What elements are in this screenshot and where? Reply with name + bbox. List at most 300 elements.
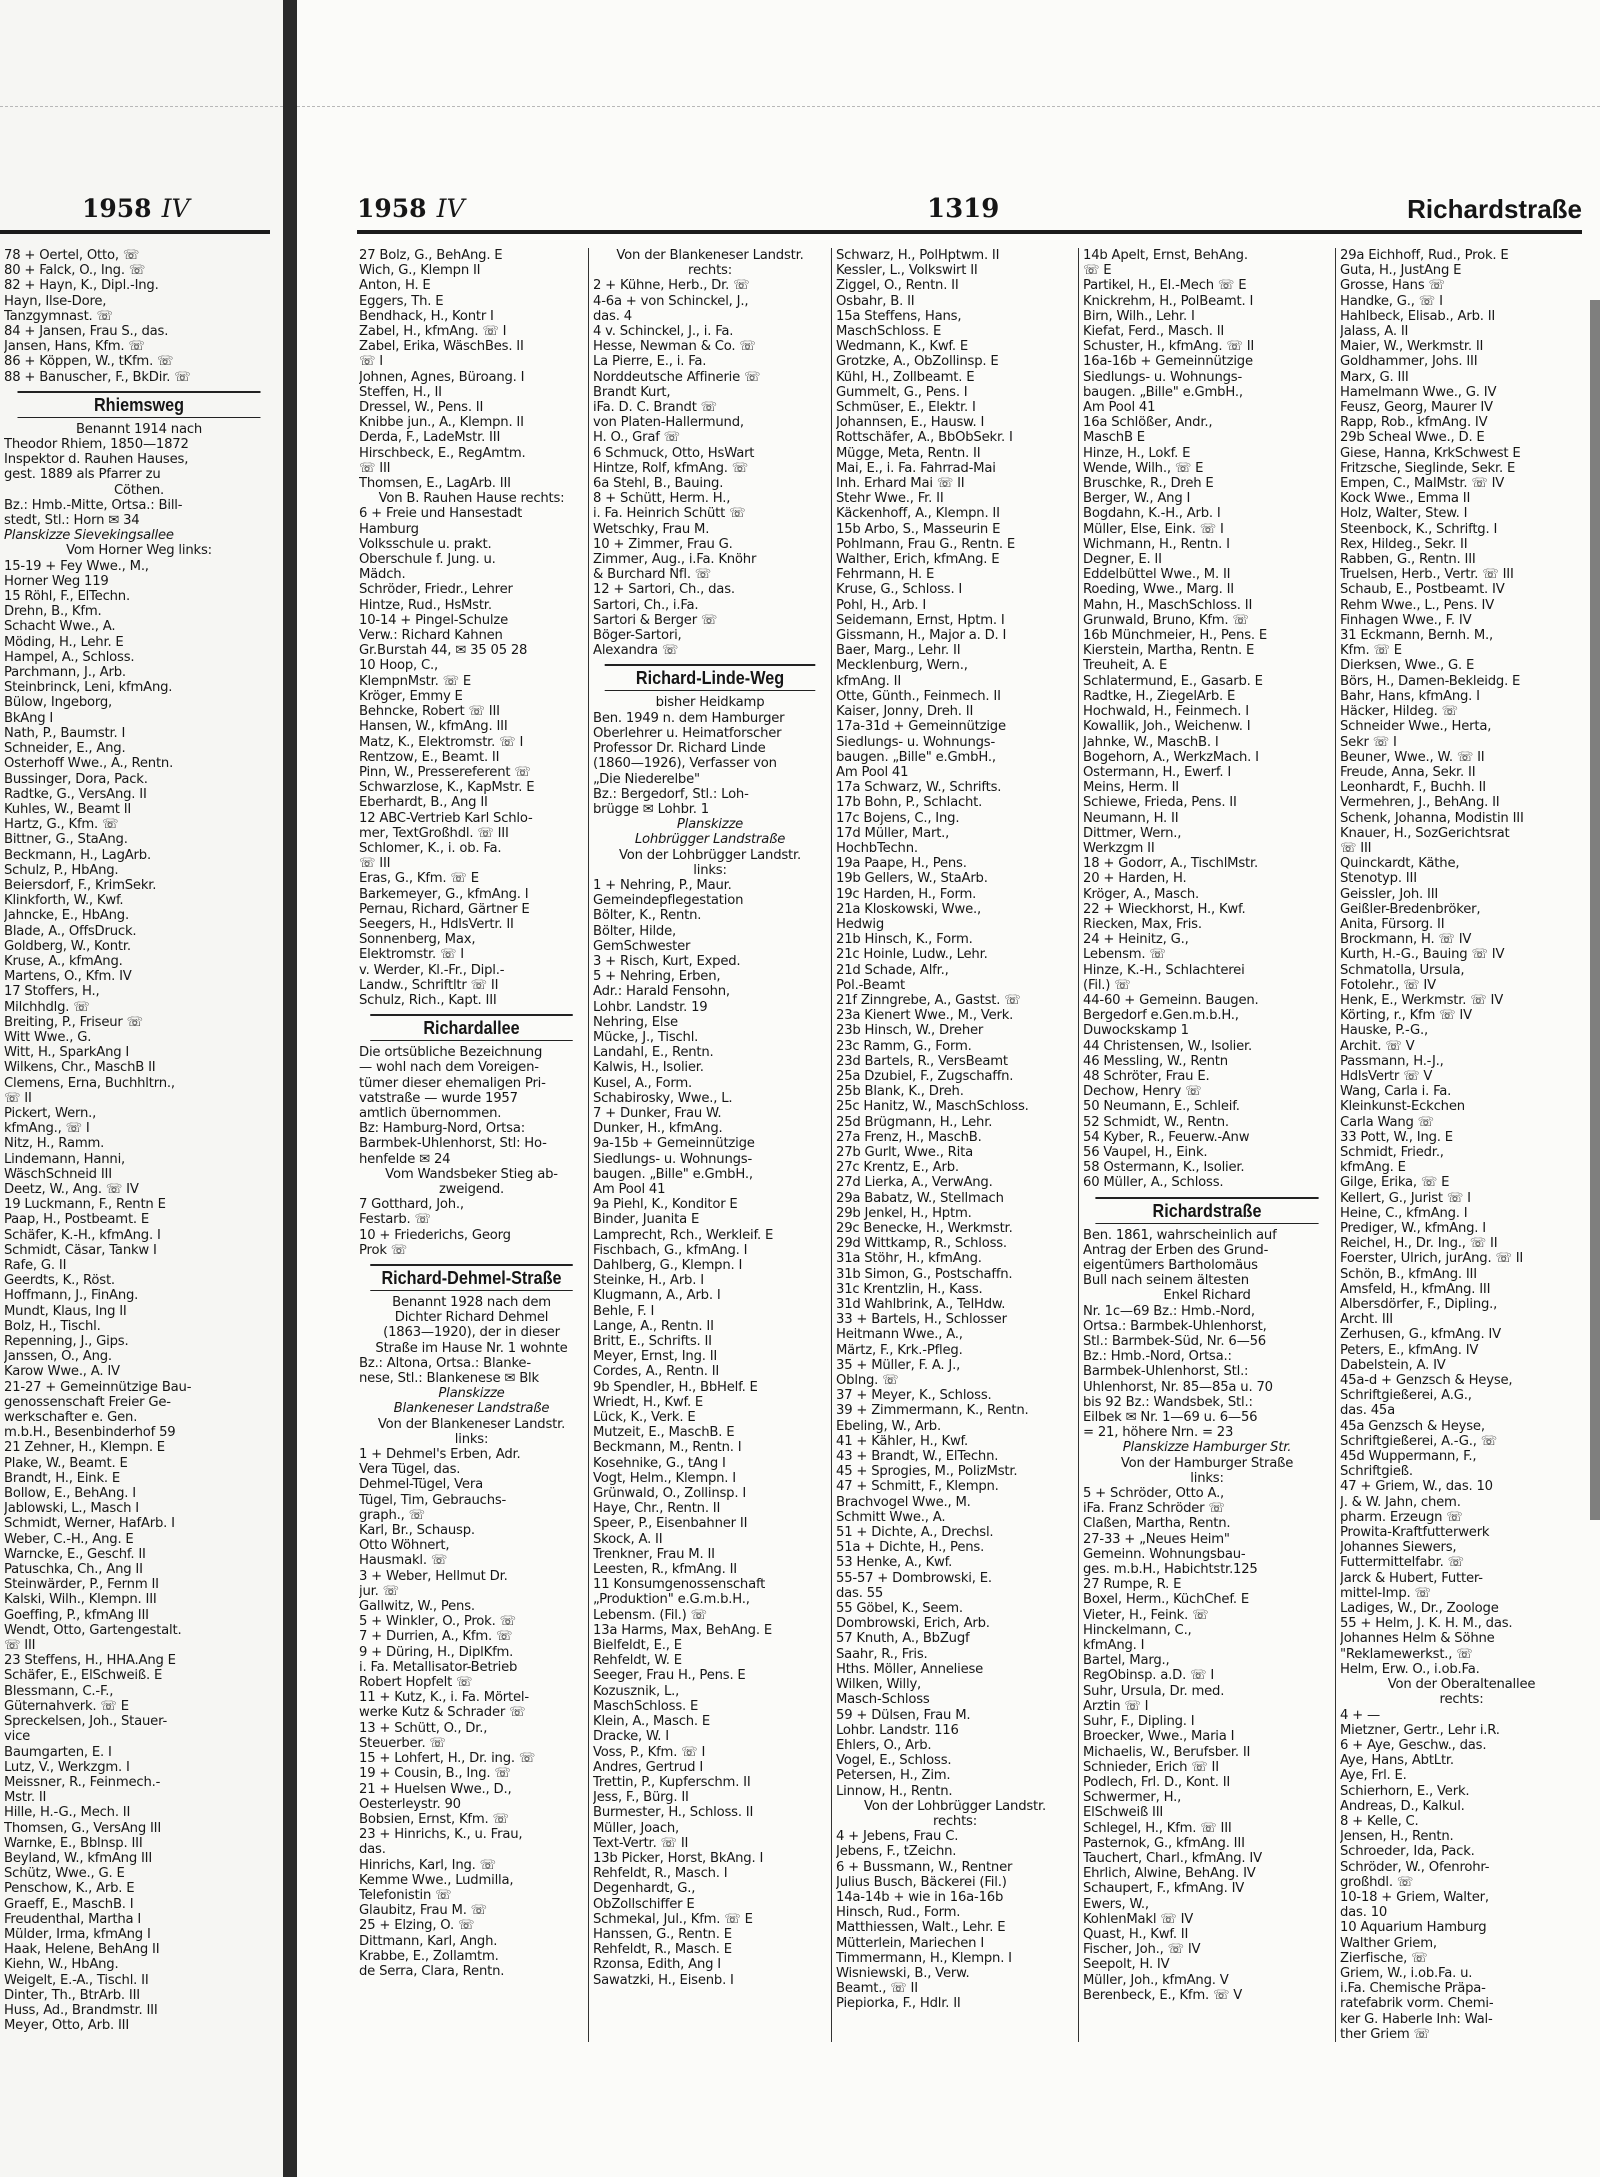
directory-line: 56 Vaupel, H., Eink.	[1083, 1144, 1208, 1160]
directory-line: 17a-31d + Gemeinnützige	[836, 719, 1006, 735]
directory-line: 4 + Jebens, Frau C.	[836, 1829, 959, 1845]
column-5	[1336, 248, 1587, 2042]
directory-line: Mahn, H., MaschSchloss. II	[1083, 597, 1253, 613]
directory-line: 60 Müller, A., Schloss.	[1083, 1175, 1224, 1191]
book-gutter	[283, 0, 297, 2177]
directory-line: Karow Wwe., A. IV	[4, 1364, 120, 1380]
directory-line: Vogt, Helm., Klempn. I	[593, 1470, 736, 1486]
directory-line: 3 + Weber, Hellmut Dr.	[359, 1568, 508, 1584]
directory-line: Bölter, Hilde,	[593, 923, 676, 939]
directory-line: amtlich übernommen.	[359, 1105, 502, 1121]
directory-line: Hintze, Rolf, kfmAng. ☏	[593, 460, 749, 476]
directory-line: Steuerber. ☏	[359, 1735, 446, 1751]
directory-line: Clemens, Erna, Buchhltrn.,	[4, 1075, 175, 1091]
directory-line: Kiefat, Ferd., Masch. II	[1083, 324, 1225, 340]
directory-line: werkschafter e. Gen.	[4, 1410, 138, 1426]
directory-line: 16a Schlößer, Andr.,	[1083, 415, 1213, 431]
directory-line: 31d Wahlbrink, A., TelHdw.	[836, 1297, 1006, 1313]
directory-line: das. 10	[1340, 1905, 1388, 1921]
directory-line: 21 + Huelsen Wwe., D.,	[359, 1781, 512, 1797]
directory-line: H. O., Graf ☏	[593, 430, 680, 446]
directory-line: Hintze, Rud., HsMstr.	[359, 597, 492, 613]
directory-line: rechts:	[1439, 1692, 1484, 1708]
directory-line: Fotolehr., ☏ IV	[1340, 977, 1436, 993]
directory-line: 6 + Aye, Geschw., das.	[1340, 1737, 1487, 1753]
directory-line: Pol.-Beamt	[836, 977, 905, 993]
directory-line: Meyer, Ernst, Ing. II	[593, 1349, 718, 1365]
directory-line: 7 + Durrien, A., Kfm. ☏	[359, 1629, 513, 1645]
directory-line: Adr.: Harald Fensohn,	[593, 984, 730, 1000]
directory-line: Wisniewski, B., Verw.	[836, 1965, 970, 1981]
directory-line: "Reklamewerkst., ☏	[1340, 1646, 1473, 1662]
column-2	[589, 248, 832, 2042]
directory-line: Schiewe, Frieda, Pens. II	[1083, 795, 1237, 811]
directory-line: Klein, A., Masch. E	[593, 1714, 711, 1730]
directory-line: 7 Gotthard, Joh.,	[359, 1197, 464, 1213]
directory-line: ker G. Haberle Inh: Wal-	[1340, 2011, 1493, 2027]
directory-line: 17d Müller, Mart.,	[836, 825, 950, 841]
directory-line: Schwermer, H.,	[1083, 1790, 1182, 1806]
directory-line: Inh. Erhard Mai ☏ II	[836, 476, 965, 492]
directory-line: Bogdahn, K.-H., Arb. I	[1083, 506, 1221, 522]
directory-line: Heine, C., kfmAng. I	[1340, 1205, 1468, 1221]
directory-line: ges. m.b.H., Habichtstr.125	[1083, 1562, 1258, 1578]
directory-line: Verw.: Richard Kahnen	[359, 628, 503, 644]
directory-line: Schabirosky, Wwe., L.	[593, 1090, 733, 1106]
directory-line: 19c Harden, H., Form.	[836, 886, 977, 902]
directory-line: ☏ III	[359, 856, 391, 872]
directory-line: ☏ I	[359, 354, 383, 370]
directory-line: Zerhusen, G., kfmAng. IV	[1340, 1327, 1501, 1343]
directory-line: Planskizze Hamburger Str.	[1122, 1440, 1292, 1456]
column-3	[832, 248, 1079, 2042]
directory-line: Witt Wwe., G.	[4, 1029, 92, 1045]
directory-line: Bussinger, Dora, Pack.	[4, 771, 148, 787]
directory-line: Bruschke, R., Dreh E	[1083, 476, 1214, 492]
directory-line: Dunker, H., kfmAng.	[593, 1121, 723, 1137]
directory-line: Otte, Günth., Feinmech. II	[836, 688, 1001, 704]
directory-line: Osterhoff Wwe., A., Rentn.	[4, 756, 174, 772]
directory-line: Vera Tügel, das.	[359, 1462, 461, 1478]
directory-line: Goeffing, P., kfmAng III	[4, 1607, 149, 1623]
directory-line: 21d Schade, Alfr.,	[836, 962, 949, 978]
directory-line: Mücke, J., Tischl.	[593, 1029, 699, 1045]
directory-line: Martens, O., Kfm. IV	[4, 969, 132, 985]
directory-line: Degner, E. II	[1083, 552, 1162, 568]
directory-line: 22 + Wieckhorst, H., Kwf.	[1083, 901, 1246, 917]
directory-line: Dierksen, Wwe., G. E	[1340, 658, 1475, 674]
directory-line: Landahl, E., Rentn.	[593, 1045, 714, 1061]
directory-line: Barmbek-Uhlenhorst, Stl.:	[1083, 1364, 1249, 1380]
directory-line: Eggers, Th. E	[359, 293, 444, 309]
directory-line: Timmermann, H., Klempn. I	[836, 1950, 1012, 1966]
directory-line: Sonnenberg, Max,	[359, 932, 476, 948]
right-header-year: 1958 IV	[357, 194, 465, 223]
directory-line: Ewers, W.,	[1083, 1896, 1149, 1912]
directory-line: 4 v. Schinckel, J., i. Fa.	[593, 324, 734, 340]
directory-line: Sawatzki, H., Eisenb. I	[593, 1972, 734, 1988]
directory-line: Fischer, Joh., ☏ IV	[1083, 1942, 1201, 1958]
directory-line: Gr.Burstah 44, ✉ 35 05 28	[359, 643, 528, 659]
directory-line: Bielfeldt, E., E	[593, 1638, 682, 1654]
directory-line: Pasternok, G., kfmAng. III	[1083, 1835, 1245, 1851]
street-heading: Richard-Dehmel-Straße	[370, 1264, 573, 1291]
directory-line: Osbahr, B. II	[836, 293, 915, 309]
directory-line: Cöthen.	[113, 482, 165, 498]
directory-line: Empen, C., MalMstr. ☏ IV	[1340, 476, 1505, 492]
directory-line: Nr. 1c—69 Bz.: Hmb.-Nord,	[1083, 1303, 1255, 1319]
directory-line: Seidemann, Ernst, Hptm. I	[836, 612, 1005, 628]
directory-line: Hedwig	[836, 916, 885, 932]
directory-line: Bergedorf e.Gen.m.b.H.,	[1083, 1008, 1239, 1024]
directory-line: Von der Blankeneser Landstr.	[377, 1416, 566, 1432]
directory-line: Dracke, W. I	[593, 1729, 669, 1745]
directory-line: rechts:	[933, 1813, 977, 1829]
directory-line: Eddelbüttel Wwe., M. II	[1083, 567, 1231, 583]
directory-line: Plake, W., Beamt. E	[4, 1455, 128, 1471]
directory-line: Hinsch, Rud., Form.	[836, 1905, 961, 1921]
directory-line: 5 + Schröder, Otto A.,	[1083, 1486, 1225, 1502]
directory-line: 25a Dzubiel, F., Zugschaffn.	[836, 1068, 1014, 1084]
directory-line: Benannt 1914 nach	[75, 421, 203, 437]
directory-line: Thomsen, E., LagArb. III	[359, 476, 511, 492]
directory-line: Beyland, W., kfmAng III	[4, 1850, 153, 1866]
directory-line: mittel-Imp. ☏	[1340, 1585, 1431, 1601]
directory-line: Paap, H., Postbeamt. E	[4, 1212, 150, 1228]
directory-line: 59 + Dülsen, Frau M.	[836, 1707, 971, 1723]
directory-line: 8 + Schütt, Herm. H.,	[593, 491, 731, 507]
directory-line: Kleinkunst-Eckchen	[1340, 1099, 1465, 1115]
directory-line: Wilkens, Chr., MaschB II	[4, 1060, 156, 1076]
directory-line: 44-60 + Gemeinn. Baugen.	[1083, 992, 1259, 1008]
directory-line: Krabbe, E., Zollamtm.	[359, 1948, 499, 1964]
directory-line: Holz, Walter, Stew. I	[1340, 506, 1468, 522]
directory-line: Weber, C.-H., Ang. E	[4, 1531, 134, 1547]
directory-line: Stl.: Barmbek-Süd, Nr. 6—56	[1083, 1334, 1266, 1350]
directory-line: Prowita-Kraftfutterwerk	[1340, 1525, 1490, 1541]
directory-line: Dahlberg, G., Klempn. I	[593, 1258, 743, 1273]
directory-line: 21f Zinngrebe, A., Gastst. ☏	[836, 992, 1021, 1008]
directory-line: Geißler-Bredenbröker,	[1340, 901, 1481, 917]
directory-line: MaschSchloss. E	[593, 1698, 699, 1714]
directory-line: Pernau, Richard, Gärtner E	[359, 901, 530, 917]
directory-line: Schwarzlose, K., KapMstr. E	[359, 780, 535, 796]
directory-line: Jess, F., Bürg. II	[593, 1790, 689, 1806]
left-header-year: 1958 IV	[82, 194, 190, 223]
directory-line: 5 + Winkler, O., Prok. ☏	[359, 1614, 516, 1630]
directory-line: Beckmann, M., Rentn. I	[593, 1440, 742, 1456]
directory-line: zweigend.	[438, 1181, 505, 1197]
directory-line: Graeff, E., MaschB. I	[4, 1896, 134, 1912]
street-heading: Richardallee	[370, 1014, 573, 1041]
directory-line: 15-19 + Fey Wwe., M.,	[4, 558, 149, 574]
directory-line: Schmüser, E., Elektr. I	[836, 400, 976, 416]
directory-line: Britt, E., Schrifts. II	[593, 1334, 712, 1350]
directory-line: 33 Pott, W., Ing. E	[1340, 1129, 1453, 1145]
directory-line: Freudenthal, Martha I	[4, 1911, 142, 1927]
directory-line: Gallwitz, W., Pens.	[359, 1599, 475, 1615]
directory-line: 25b Blank, K., Dreh.	[836, 1084, 964, 1100]
directory-line: 11 Konsumgenossenschaft	[593, 1577, 766, 1593]
directory-line: 31 Eckmann, Bernh. M.,	[1340, 628, 1494, 644]
directory-line: 45a-d + Genzsch & Heyse,	[1340, 1373, 1513, 1389]
directory-line: Ladiges, W., Dr., Zoologe	[1340, 1601, 1499, 1617]
directory-line: kfmAng., ☏ I	[4, 1121, 90, 1137]
directory-line: Hamburg	[359, 521, 419, 537]
directory-line: Rex, Hildeg., Sekr. II	[1340, 536, 1468, 552]
directory-line: Dombrowski, Erich, Arb.	[836, 1616, 990, 1632]
directory-line: Ben. 1861, wahrscheinlich auf	[1083, 1227, 1277, 1243]
directory-line: Eberhardt, B., Ang II	[359, 795, 488, 811]
directory-line: henfelde ✉ 24	[359, 1151, 451, 1167]
directory-line: Schmitt Wwe., A.	[836, 1509, 946, 1525]
directory-line: Aye, Hans, AbtLtr.	[1340, 1753, 1454, 1769]
directory-line: Bülow, Ingeborg,	[4, 695, 113, 711]
directory-line: Mutzeit, E., MaschB. E	[593, 1425, 735, 1441]
directory-line: 25d Brügmann, H., Lehr.	[836, 1114, 993, 1130]
directory-line: Gummelt, G., Pens. I	[836, 384, 968, 400]
directory-line: Käckenhoff, A., Klempn. II	[836, 506, 1000, 522]
directory-line: Hinze, H., Lokf. E	[1083, 445, 1191, 461]
directory-line: Horner Weg 119	[4, 573, 109, 589]
directory-line: 55-57 + Dombrowski, E.	[836, 1570, 992, 1586]
directory-line: Broecker, Wwe., Maria I	[1083, 1729, 1235, 1745]
directory-line: Schneider, E., Ang.	[4, 741, 126, 757]
directory-line: Jensen, H., Rentn.	[1340, 1829, 1454, 1845]
directory-line: 33 + Bartels, H., Schlosser	[836, 1312, 1007, 1328]
directory-line: Vom Horner Weg links:	[66, 543, 212, 559]
directory-line: Karl, Br., Schausp.	[359, 1523, 475, 1539]
directory-line: Alexandra ☏	[593, 643, 679, 659]
directory-line: Witt, H., SparkAng I	[4, 1045, 130, 1061]
directory-line: Heitmann Wwe., A.,	[836, 1327, 963, 1343]
directory-line: Mundt, Klaus, Ing II	[4, 1303, 127, 1319]
directory-line: Duwockskamp 1	[1083, 1023, 1189, 1039]
directory-line: 17b Bohn, P., Schlacht.	[836, 795, 983, 811]
directory-line: 44 Christensen, W., Isolier.	[1083, 1038, 1253, 1054]
directory-line: Feusz, Georg, Maurer IV	[1340, 400, 1493, 416]
directory-line: Möding, H., Lehr. E	[4, 634, 124, 650]
directory-line: ☏ III	[359, 460, 391, 476]
directory-line: Albersdörfer, F., Dipling.,	[1340, 1297, 1498, 1313]
directory-line: iFa. Franz Schröder ☏	[1083, 1501, 1225, 1517]
directory-line: Am Pool 41	[1083, 400, 1156, 416]
directory-line: Lohbr. Landstr. 19	[593, 999, 708, 1015]
directory-line: 23b Hinsch, W., Dreher	[836, 1023, 984, 1039]
directory-line: Patuschka, Ch., Ang II	[4, 1562, 143, 1578]
directory-line: Helm, Erw. O., i.ob.Fa.	[1340, 1661, 1480, 1677]
directory-line: Schmidt, Friedr.,	[1340, 1144, 1444, 1160]
directory-line: Schlatermund, E., Gasarb. E	[1083, 673, 1263, 689]
directory-line: Pohlmann, Frau G., Rentn. E	[836, 536, 1015, 552]
directory-line: Warncke, E., Geschf. II	[4, 1546, 146, 1562]
directory-line: 12 ABC-Vertrieb Karl Schlo-	[359, 810, 533, 826]
directory-line: Piepiorka, F., Hdlr. II	[836, 1996, 961, 2012]
directory-line: Gilge, Erika, ☏ E	[1340, 1175, 1450, 1191]
directory-line: Vieter, H., Feink. ☏	[1083, 1607, 1209, 1623]
directory-line: Ärztin ☏ I	[1083, 1698, 1149, 1714]
directory-line: Werkzgm II	[1083, 840, 1155, 856]
directory-line: Otto Wöhnert,	[359, 1538, 450, 1554]
directory-line: 21b Hinsch, K., Form.	[836, 932, 973, 948]
directory-line: ratefabrik vorm. Chemi-	[1340, 1996, 1494, 2012]
directory-line: Tanzgymnast. ☏	[4, 308, 113, 324]
directory-line: Kuhles, W., Beamt II	[4, 801, 132, 817]
directory-line: das. 4	[593, 308, 632, 324]
directory-line: Fritzsche, Sieglinde, Sekr. E	[1340, 460, 1516, 476]
directory-line: Fischbach, G., kfmAng. I	[593, 1242, 748, 1258]
directory-line: Dittmann, Karl, Angh.	[359, 1933, 498, 1949]
directory-line: 10 Aquarium Hamburg	[1340, 1920, 1487, 1936]
directory-line: 19 Luckmann, F., Rentn E	[4, 1197, 166, 1213]
directory-line: 31a Stöhr, H., kfmAng.	[836, 1251, 982, 1267]
directory-line: 27b Gurlt, Wwe., Rita	[836, 1144, 973, 1160]
directory-line: nese, Stl.: Blankenese ✉ Blk	[359, 1371, 539, 1387]
directory-line: Kurth, H.-G., Bauing ☏ IV	[1340, 947, 1505, 963]
directory-line: Meins, Herm. II	[1083, 780, 1179, 796]
directory-line: Von der Oberaltenallee	[1387, 1677, 1536, 1693]
directory-line: Kessler, L., Volkswirt II	[836, 263, 978, 279]
directory-line: 43 + Brandt, W., ElTechn.	[836, 1449, 999, 1465]
directory-line: vice	[4, 1729, 31, 1745]
directory-line: Enkel Richard	[1163, 1288, 1251, 1304]
directory-line: HochbTechn.	[836, 840, 918, 856]
directory-line: (1863—1920), der in dieser	[383, 1325, 560, 1341]
directory-line: Schlegel, H., Kfm. ☏ III	[1083, 1820, 1232, 1836]
street-heading: Richardstraße	[1095, 1197, 1318, 1224]
directory-line: Hille, H.-G., Mech. II	[4, 1805, 131, 1821]
directory-line: Suhr, F., Dipling. I	[1083, 1714, 1195, 1730]
directory-line: Vermehren, J., BehAng. II	[1340, 795, 1500, 811]
directory-line: HdlsVertr ☏ V	[1340, 1068, 1433, 1084]
directory-line: Bz.: Hmb.-Mitte, Ortsa.: Bill-	[4, 497, 183, 513]
directory-line: 80 + Falck, O., Ing. ☏	[4, 263, 146, 279]
directory-line: brügge ✉ Lohbr. 1	[593, 801, 709, 817]
directory-line: Milchhdlg. ☏	[4, 999, 90, 1015]
directory-line: 19a Paape, H., Pens.	[836, 856, 967, 872]
directory-line: Petersen, H., Zim.	[836, 1768, 951, 1784]
directory-line: 29d Wittkamp, R., Schloss.	[836, 1236, 1007, 1252]
directory-line: Von der Lohbrügger Landstr.	[863, 1798, 1047, 1814]
directory-line: Seegers, H., HdlsVertr. II	[359, 916, 514, 932]
directory-line: 27 Bolz, G., BehAng. E	[359, 248, 503, 263]
directory-line: Truelsen, Herb., Vertr. ☏ III	[1340, 567, 1514, 583]
directory-line: Giese, Hanna, KrkSchwest E	[1340, 445, 1521, 461]
directory-line: Lohbr. Landstr. 116	[836, 1722, 959, 1738]
directory-line: das. 55	[836, 1585, 884, 1601]
directory-line: Wendt, Otto, Gartengestalt.	[4, 1622, 182, 1638]
directory-line: Bolz, H., Tischl.	[4, 1318, 101, 1334]
directory-line: La Pierre, E., i. Fa.	[593, 354, 707, 370]
directory-line: Blade, A., OffsDruck.	[4, 923, 137, 939]
directory-line: Inspektor d. Rauhen Hauses,	[4, 452, 189, 468]
directory-line: Partikel, H., El.-Mech ☏ E	[1083, 278, 1247, 294]
directory-line: Siedlungs- u. Wohnungs-	[1083, 369, 1243, 385]
directory-line: 18 + Godorr, A., TischlMstr.	[1083, 856, 1258, 872]
directory-line: Hanssen, G., Rentn. E	[593, 1926, 732, 1942]
directory-line: Anita, Fürsorg. II	[1340, 916, 1445, 932]
directory-line: 45 + Sprogies, M., PolizMstr.	[836, 1464, 1018, 1480]
directory-line: Planskizze	[438, 1386, 505, 1402]
directory-line: Hinckelmann, C.,	[1083, 1622, 1192, 1638]
directory-line: Planskizze Sievekingsallee	[4, 528, 174, 544]
directory-line: MaschSchloss. E	[836, 324, 942, 340]
directory-line: 55 + Helm, J. K. H. M., das.	[1340, 1616, 1513, 1632]
right-page-columns	[355, 248, 1587, 2042]
directory-line: Skock, A. II	[593, 1531, 663, 1547]
directory-line: Matthiessen, Walt., Lehr. E	[836, 1920, 1006, 1936]
directory-line: Kaiser, Jonny, Dreh. II	[836, 704, 974, 720]
directory-line: das. 45a	[1340, 1403, 1395, 1419]
directory-line: bis 92 Bz.: Wandsbek, Stl.:	[1083, 1394, 1253, 1410]
directory-line: von Platen-Hallermund,	[593, 415, 744, 431]
directory-line: RegObinsp. a.D. ☏ I	[1083, 1668, 1215, 1684]
directory-line: 19 + Cousin, B., Ing. ☏	[359, 1766, 511, 1782]
directory-line: Ebeling, W., Arb.	[836, 1418, 941, 1434]
directory-line: Haye, Chr., Rentn. II	[593, 1501, 721, 1517]
directory-line: 58 Ostermann, K., Isolier.	[1083, 1160, 1245, 1176]
directory-line: Burmester, H., Schloss. II	[593, 1805, 754, 1821]
directory-line: 10 + Zimmer, Frau G.	[593, 536, 733, 552]
directory-line: Guta, H., JustAng E	[1340, 263, 1462, 279]
directory-line: Rehfeldt, R., Masch. E	[593, 1942, 732, 1958]
directory-line: Wich, G., Klempn II	[359, 263, 481, 279]
directory-line: Bull nach seinem ältesten	[1083, 1273, 1249, 1289]
directory-line: Henk, E., Werkmstr. ☏ IV	[1340, 992, 1504, 1008]
directory-line: Breiting, P., Friseur ☏	[4, 1014, 143, 1030]
directory-line: 6 + Freie und Hansestadt	[359, 506, 523, 522]
directory-line: Körting, r., Kfm ☏ IV	[1340, 1008, 1472, 1024]
directory-line: Janssen, O., Ang.	[4, 1349, 112, 1365]
directory-line: Goldberg, W., Kontr.	[4, 938, 131, 954]
directory-line: ☏ III	[1340, 840, 1372, 856]
directory-line: Rehfeldt, W. E	[593, 1653, 682, 1669]
directory-line: Dinter, Th., BtrArb. III	[4, 1987, 140, 2003]
directory-line: Wilken, Willy,	[836, 1677, 922, 1693]
directory-line: Bahr, Hans, kfmAng. I	[1340, 688, 1480, 704]
directory-line: Bollow, E., BehAng. I	[4, 1486, 136, 1502]
directory-line: 15 Röhl, F., ElTechn.	[4, 589, 130, 605]
directory-line: Kemme Wwe., Ludmilla,	[359, 1872, 514, 1888]
directory-line: Müller, Else, Eink. ☏ I	[1083, 521, 1224, 537]
directory-line: 20 + Harden, H.	[1083, 871, 1187, 887]
directory-line: 13a Harms, Max, BehAng. E	[593, 1622, 772, 1638]
directory-line: Müller, Joach,	[593, 1820, 680, 1836]
directory-line: Podlech, Frl. D., Kont. II	[1083, 1774, 1231, 1790]
directory-line: Mai, E., i. Fa. Fahrrad-Mai	[836, 460, 996, 476]
directory-line: i.Fa. Chemische Präpa-	[1340, 1981, 1486, 1997]
directory-line: 14b Apelt, Ernst, BehAng.	[1083, 248, 1248, 263]
directory-line: Landw., Schriftltr ☏ II	[359, 977, 499, 993]
directory-line: 23c Ramm, G., Form.	[836, 1038, 972, 1054]
directory-line: Bendhack, H., Kontr I	[359, 308, 494, 324]
directory-line: Vom Wandsbeker Stieg ab-	[385, 1166, 558, 1182]
directory-line: Wende, Wilh., ☏ E	[1083, 460, 1204, 476]
directory-line: 11 + Kutz, K., i. Fa. Mörtel-	[359, 1690, 529, 1706]
directory-line: 86 + Köppen, W., tKfm. ☏	[4, 354, 174, 370]
directory-line: Hansen, W., kfmAng. III	[359, 719, 508, 735]
directory-line: 2 + Kühne, Herb., Dr. ☏	[593, 278, 750, 294]
directory-line: Behle, F. I	[593, 1303, 655, 1319]
directory-line: 3 + Risch, Kurt, Exped.	[593, 953, 741, 969]
directory-line: Tauchert, Charl., kfmAng. IV	[1083, 1850, 1262, 1866]
directory-line: de Serra, Clara, Rentn.	[359, 1963, 505, 1979]
directory-line: Stehr Wwe., Fr. II	[836, 491, 944, 507]
directory-line: Futtermittelfabr. ☏	[1340, 1555, 1464, 1571]
directory-line: links:	[693, 862, 727, 878]
directory-line: 31b Simon, G., Postschaffn.	[836, 1266, 1013, 1282]
directory-line: 19b Gellers, W., StaArb.	[836, 871, 988, 887]
